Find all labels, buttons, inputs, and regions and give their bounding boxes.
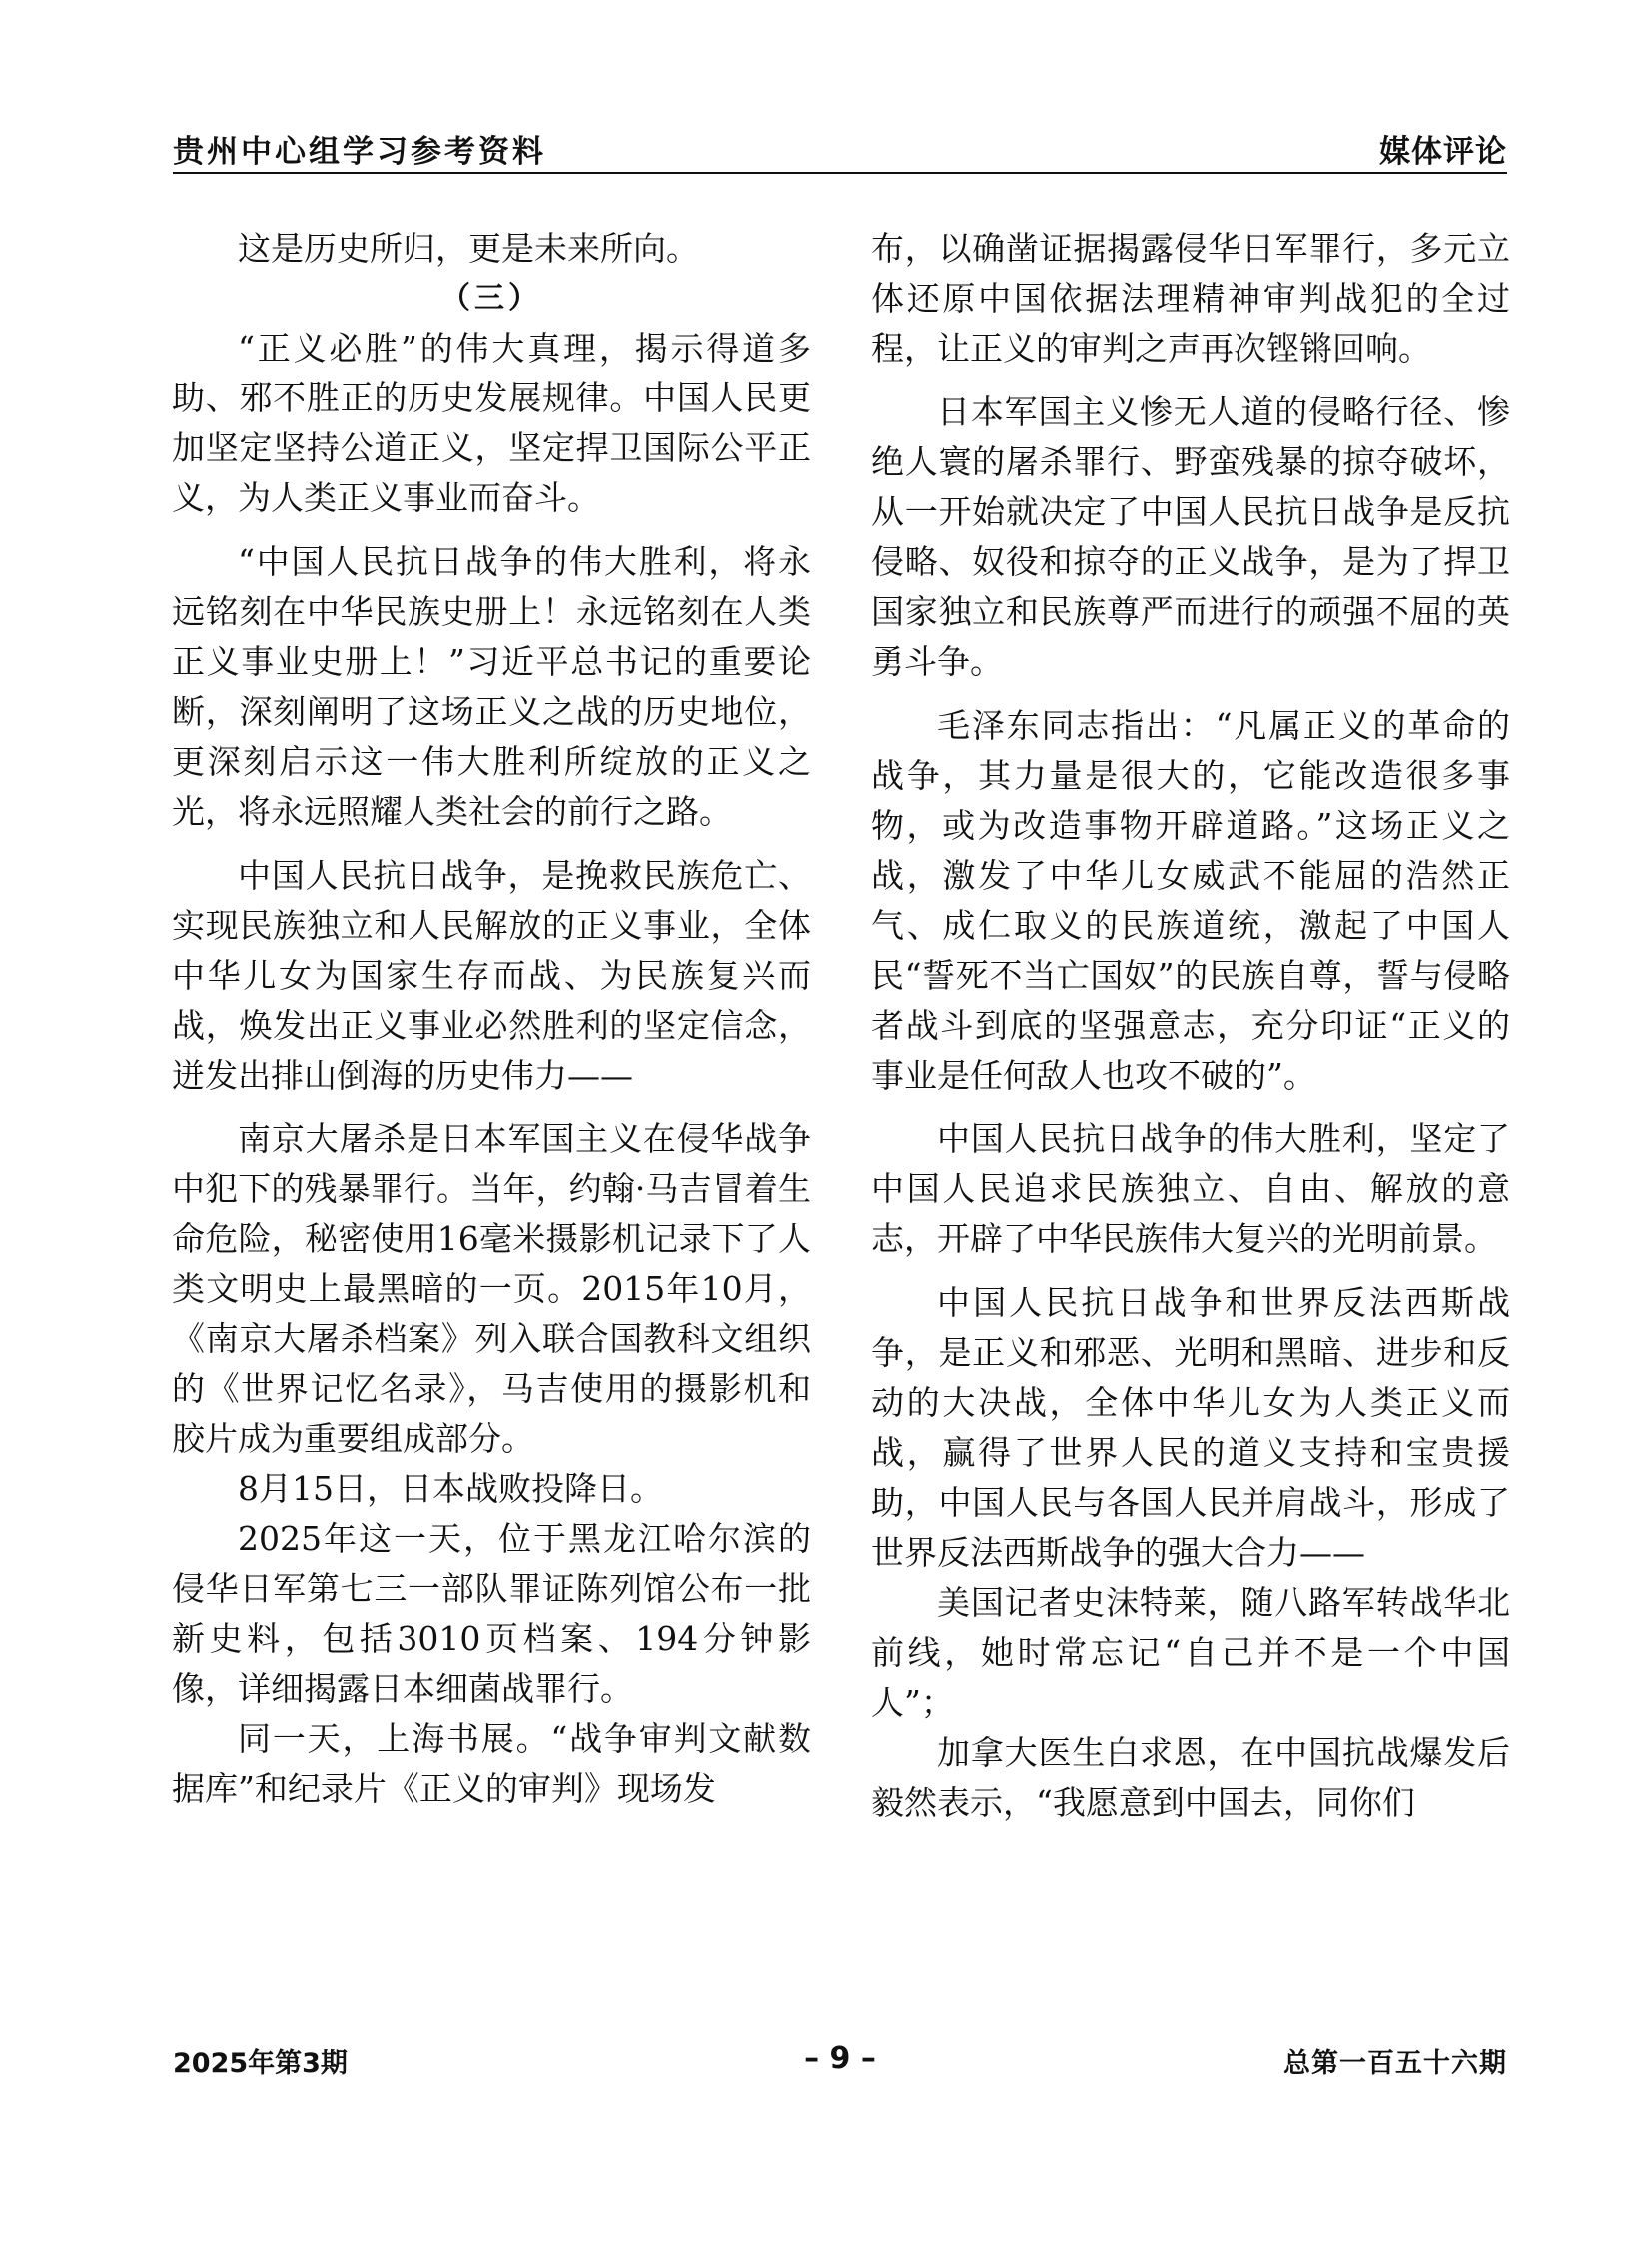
paragraph: “中国人民抗日战争的伟大胜利，将永远铭刻在中华民族史册上！永远铭刻在人类正义事业史册上！”习近平总书记的重要论断，深刻阐明了这场正义之战的历史地位，更深刻启示这一伟大胜利所绽放的正义之光，将永远照耀人类社会的前行之路。 xyxy=(172,542,811,831)
paragraph: “正义必胜”的伟大真理，揭示得道多助、邪不胜正的历史发展规律。中国人民更加坚定坚持公道正义，坚定捍卫国际公平正义，为人类正义事业而奋斗。 xyxy=(172,329,811,517)
issue-number: 2025年第3期 xyxy=(173,2048,348,2079)
paragraph: 这是历史所归，更是未来所向。 xyxy=(238,229,699,268)
section-heading: （三） xyxy=(440,281,542,316)
paragraph: 美国记者史沫特莱，随八路军转战华北前线，她时常忘记“自己并不是一个中国人”； xyxy=(871,1583,1510,1722)
paragraph: 中国人民抗日战争，是挽救民族危亡、实现民族独立和人民解放的正义事业，全体中华儿女为国家生存而战、为民族复兴而战，焕发出正义事业必然胜利的坚定信念，迸发出排山倒海的历史伟力—— xyxy=(172,856,811,1095)
total-issue-number: 总第一百五十六期 xyxy=(1283,2048,1507,2079)
paragraph: 同一天，上海书展。“战争审判文献数据库”和纪录片《正义的审判》现场发 xyxy=(172,1719,811,1808)
section-title: 媒体评论 xyxy=(1379,134,1507,170)
left-column xyxy=(172,224,811,1814)
header-divider xyxy=(173,172,1507,174)
paragraph: 毛泽东同志指出：“凡属正义的革命的战争，其力量是很大的，它能改造很多事物，或为改造事物开辟道路。”这场正义之战，激发了中华儿女威武不能屈的浩然正气、成仁取义的民族道统，激起了中国人民“誓死不当亡国奴”的民族自尊，誓与侵略者战斗到底的坚强意志，充分印证“正义的事业是任何敌人也攻不破的”。 xyxy=(871,706,1510,1095)
paragraph: 南京大屠杀是日本军国主义在侵华战争中犯下的残暴罪行。当年，约翰·马吉冒着生命危险，秘密使用16毫米摄影机记录下了人类文明史上最黑暗的一页。2015年10月，《南京大屠杀档案》列入联合国教科文组织的《世界记忆名录》，马吉使用的摄影机和胶片成为重要组成部分。 xyxy=(172,1120,811,1458)
paragraph: 中国人民抗日战争和世界反法西斯战争，是正义和邪恶、光明和黑暗、进步和反动的大决战，全体中华儿女为人类正义而战，赢得了世界人民的道义支持和宝贵援助，中国人民与各国人民并肩战斗，形成了世界反法西斯战争的强大合力—— xyxy=(871,1283,1510,1572)
paragraph: 布，以确凿证据揭露侵华日军罪行，多元立体还原中国依据法理精神审判战犯的全过程，让正义的审判之声再次铿锵回响。 xyxy=(871,229,1510,368)
paragraph: 日本军国主义惨无人道的侵略行径、惨绝人寰的屠杀罪行、野蛮残暴的掠夺破坏，从一开始就决定了中国人民抗日战争是反抗侵略、奴役和掠夺的正义战争，是为了捍卫国家独立和民族尊严而进行的顽强不屈的英勇斗争。 xyxy=(871,392,1510,681)
page-footer xyxy=(173,2041,1507,2091)
paragraph: 2025年这一天，位于黑龙江哈尔滨的侵华日军第七三一部队罪证陈列馆公布一批新史料，包括3010页档案、194分钟影像，详细揭露日本细菌战罪行。 xyxy=(172,1519,811,1708)
paragraph: 8月15日，日本战败投降日。 xyxy=(238,1469,663,1508)
paragraph: 中国人民抗日战争的伟大胜利，坚定了中国人民追求民族独立、自由、解放的意志，开辟了中华民族伟大复兴的光明前景。 xyxy=(871,1120,1510,1258)
page-number: – 9 – xyxy=(804,2041,876,2076)
paragraph: 加拿大医生白求恩，在中国抗战爆发后毅然表示，“我愿意到中国去，同你们 xyxy=(871,1733,1510,1822)
publication-title: 贵州中心组学习参考资料 xyxy=(173,134,546,170)
right-column xyxy=(871,224,1510,1828)
page-header xyxy=(173,118,1507,174)
